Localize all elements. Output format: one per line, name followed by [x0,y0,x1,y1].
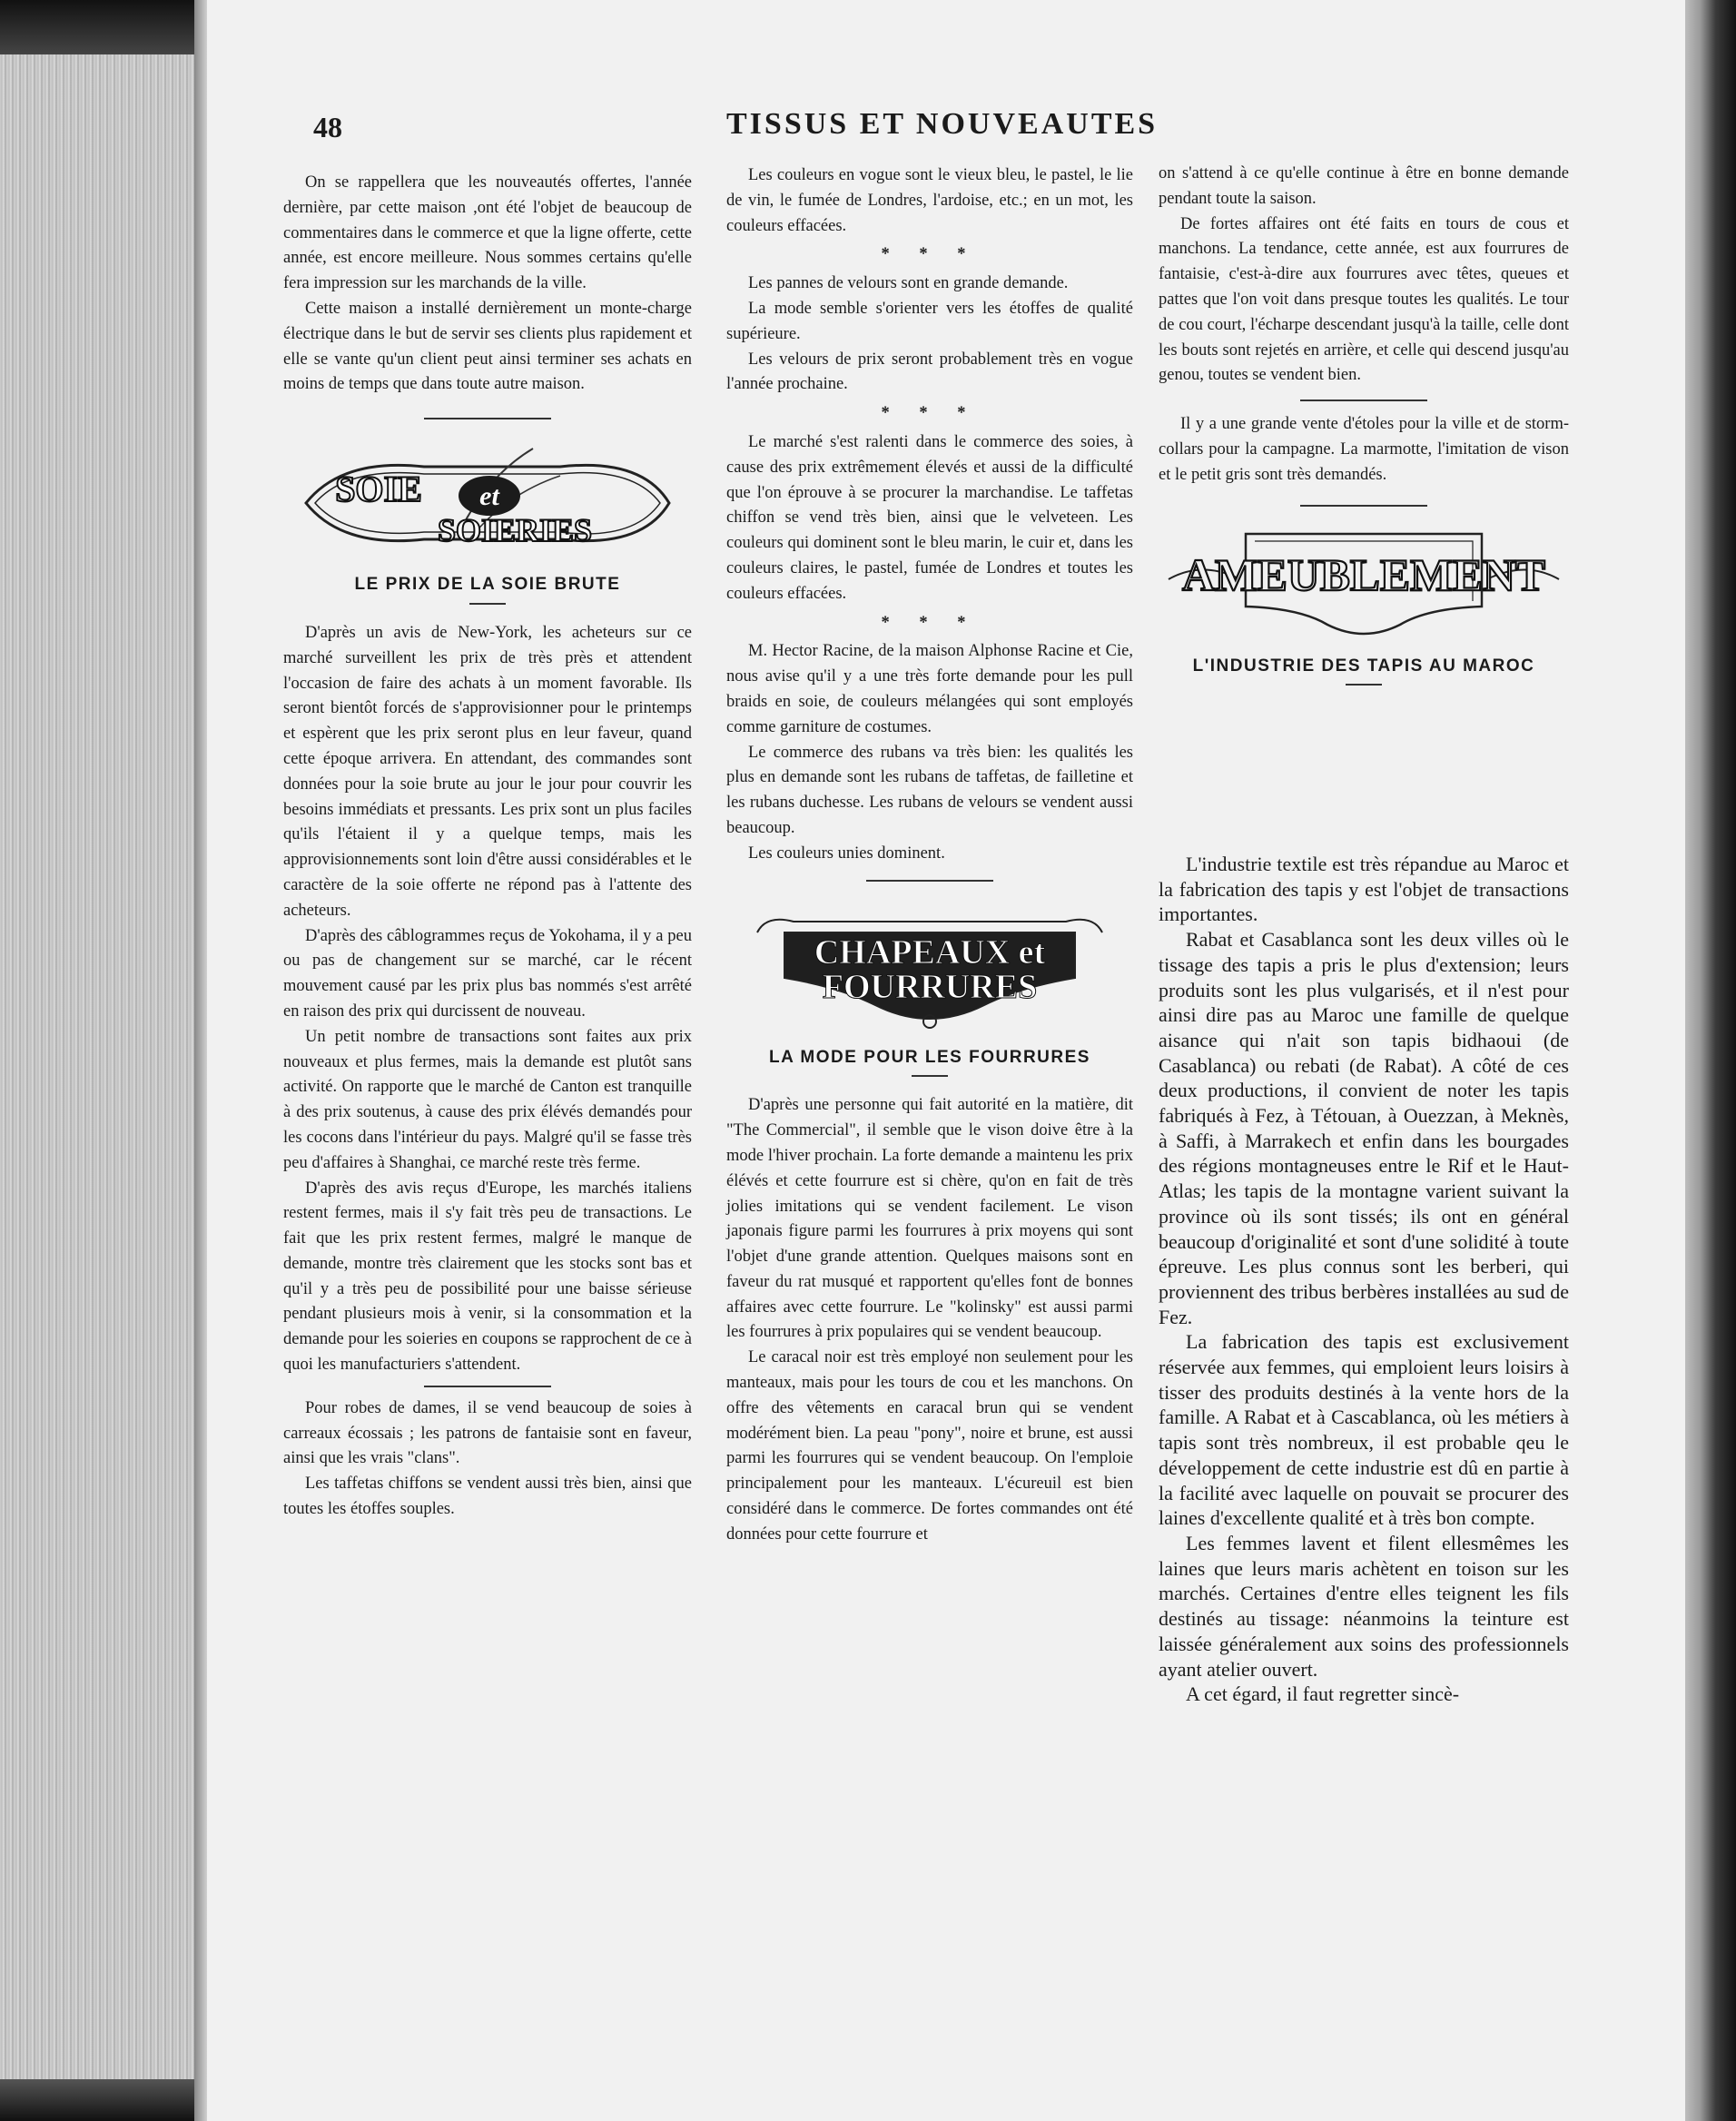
asterism: * * * [881,404,979,423]
section-heading: LE PRIX DE LA SOIE BRUTE [354,575,621,595]
col1-paragraph: D'après un avis de New-York, les acheteurs sur ce marché surveillent les prix de très près et attendent l'occasion de faire des achats à un moment favorable. Ils seront bientôt forcés de s'approvisionner pour le printemps et espèrent que les prix seront plus en leur faveur, quand cette époque arrivera. En attendant, des commandes sont données pour la soie brute au jour le jour pour couvrir les besoins immédiats et pressants. Les prix sont un plus faciles qu'ils l'étaient il y a quelque temps, mais les approvisionnements sont loin d'être aussi considérables et le caractère de la soie offerte ne répond pas à l'attente des acheteurs. [283,623,692,920]
heading-rule [1346,684,1382,686]
col1-closing-paragraph: Les taffetas chiffons se vendent aussi très bien, ainsi que toutes les étoffes souples. [283,1475,692,1519]
col3-article-paragraph: A cet égard, il faut regretter sincè- [1186,1682,1460,1706]
col1-paragraph: D'après des câblogrammes reçus de Yokohama, il y a peu ou pas de changement sur se marché, car le récent mouvement causé par les prix plus bas nommés s'est arrêté en raison des prix qui durcissent de nouveau. [283,926,692,1021]
book-edge-shadow-top [0,0,207,54]
running-title: TISSUS ET NOUVEAUTES [726,107,1159,141]
section-rule [866,880,993,882]
ameublement-banner [1164,525,1563,643]
banner-word-et: et [479,481,499,512]
col3-paragraph: De fortes affaires ont été faits en tours de cous et manchons. La tendance, cette année, est aux fourrures de fantaisie, c'est-à-dire aux fourrures avec têtes, queues et pattes que l'on voit dans presque toutes les qualités. Le tour de cou court, l'écharpe descendant jusqu'à la taille, celle dont les bouts sont rejetés en arrière, et celle qui descend jusqu'au genou, toutes se vendent bien. [1159,214,1569,385]
col3-paragraph: Il y a une grande vente d'étoles pour la ville et de storm-collars pour la campagne. La marmotte, l'imitation de vison et le petit gris sont très demandés. [1159,415,1569,484]
section-rule [1300,505,1427,507]
asterism: * * * [881,245,979,264]
col1-intro-paragraph: Cette maison a installé dernièrement un monte-charge électrique dans le but de servir ses clients plus rapidement et elle se vante qu'un client peut ainsi terminer ses achats en moins de temps que dans toute autre maison. [283,299,692,394]
col3-paragraph: on s'attend à ce qu'elle continue à être en bonne demande pendant toute la saison. [1159,164,1569,208]
col2-paragraph: Le caracal noir est très employé non seulement pour les manteaux, mais pour les tours de cou et les manchons. On offre des vêtements en caracal brun qui se vendent modérément bien. La peau "pony", noire et brune, est aussi parmi les fourrures qui se vendent beaucoup. On l'emploie principalement pour les manteaux. L'écureuil est bien considéré dans le commerce. De fortes commandes ont été données pour cette fourrure et [726,1348,1133,1544]
section-rule [1300,400,1427,401]
column-1 [283,171,692,1523]
col1-intro-paragraph: On se rappellera que les nouveautés offertes, l'année dernière, par cette maison ,ont été l'objet de beaucoup de commentaires dans le commerce et que la ligne offerte, cette année, est encore meilleure. Nous sommes certains qu'elle fera impression sur les marchands de la ville. [283,173,692,293]
section-rule [424,1386,551,1387]
col1-paragraph: Un petit nombre de transactions sont faites aux prix nouveaux et plus fermes, mais la demande est plutôt sans activité. On rapporte que le marché de Canton est tranquille à des prix soutenus, à cause des prix élévés demandés pour les cocons dans l'intérieur du pays. Malgré qu'il se fasse très peu d'affaires à Shanghai, ce marché reste très ferme. [283,1027,692,1172]
col2-paragraph: Le marché s'est ralenti dans le commerce des soies, à cause des prix extrêmement élevés et aussi de la difficulté que l'on éprouve à se procurer la marchandise. Le taffetas chiffon se vend très bien, ainsi que le velveteen. Les couleurs qui dominent sont le bleu marin, le cuir et, dans les couleurs claires, le pastel, fumée de Londres et toutes les couleurs effacées. [726,432,1133,603]
heading-rule [912,1075,948,1077]
banner-word-chapeaux: CHAPEAUX et [814,932,1046,972]
col1-closing-paragraph: Pour robes de dames, il se vend beaucoup de soies à carreaux écossais ; les patrons de fantaisie sont en faveur, ainsi que les vrais "clans". [283,1398,692,1468]
book-page-edges [0,0,207,2121]
soie-et-soieries-banner [288,439,687,567]
col2-paragraph: M. Hector Racine, de la maison Alphonse Racine et Cie, nous avise qu'il y a une très forte demande pour les pull braids en soie, de couleurs mélangées qui sont employés comme garniture de costumes. [726,642,1133,736]
col2-paragraph: Les pannes de velours sont en grande demande. [748,274,1069,293]
banner-word-soieries: SOIERIES [437,512,593,549]
section-heading: LA MODE POUR LES FOURRURES [769,1047,1090,1067]
col3-article-paragraph: La fabrication des tapis est exclusivement réservée aux femmes, qui emploient leurs loisirs à tisser des produits destinés à la vente hors de la famille. A Rabat et à Cascablanca, où les métiers à tapis sont très nombreux, il est probable qeu le développement de cette industrie est dû en partie à la facilité avec laquelle on pouvait se procurer des laines d'excellente qualité et à très bon compte. [1159,1330,1569,1530]
banner-word-ameublement: AMEUBLEMENT [1182,548,1545,600]
scan-border-right [1685,0,1736,2121]
col2-paragraph: La mode semble s'orienter vers les étoffes de qualité supérieure. [726,299,1133,343]
asterism: * * * [881,613,979,632]
heading-rule [469,603,506,605]
col2-paragraph: Le commerce des rubans va très bien: les qualités les plus en demande sont les rubans de taffetas, de failletine et les rubans duchesse. Les rubans de velours se vendent aussi beaucoup. [726,743,1133,837]
col2-paragraph: Les velours de prix seront probablement très en vogue l'année prochaine. [726,350,1133,394]
col2-paragraph: Les couleurs unies dominent. [748,843,945,863]
column-3-article [1159,852,1569,1707]
banner-word-fourrures: FOURRURES [822,967,1038,1006]
section-heading: L'INDUSTRIE DES TAPIS AU MAROC [1192,656,1535,676]
book-edge-shadow-bottom [0,2079,207,2121]
banner-word-soie: SOIE [335,469,422,510]
column-2 [726,163,1133,1548]
book-gutter [194,0,207,2121]
page-number: 48 [313,111,342,143]
col2-paragraph: D'après une personne qui fait autorité en la matière, dit "The Commercial", il semble que le vison doive être à la mode l'hiver prochain. La forte demande a maintenu les prix élévés et cette fourrure est si chère, qu'on en fait de très jolies imitations qui se vendent facilement. Le vison japonais figure parmi les fourrures à prix moyens qui sont l'objet d'une grande attention. Quelques maisons sont en faveur du rat musqué et rapportent qu'elles font de bonnes affaires avec cette fourrure. Le "kolinsky" est aussi parmi les fourrures à prix populaires qui se vendent beaucoup. [726,1096,1133,1342]
col1-paragraph: D'après des avis reçus d'Europe, les marchés italiens restent fermes, mais il s'y fait très peu de transactions. Le fait que les prix restent fermes, malgré le manque de demande, montre très clairement que les stocks sont bas et qu'il y a très peu de possibilité pour une baisse sérieuse pendant plusieurs mois à venir, si la consommation et la demande pour les soieries en coupons se rapprochent de ce à quoi les manufacturiers s'attendent. [283,1179,692,1375]
col3-article-paragraph: L'industrie textile est très répandue au Maroc et la fabrication des tapis y est l'objet de transactions importantes. [1159,853,1569,926]
col2-paragraph: Les couleurs en vogue sont le vieux bleu, le pastel, le lie de vin, le fumée de Londres, l'ardoise, etc.; en un mot, les couleurs effacées. [726,166,1133,235]
section-rule [424,418,551,419]
column-3 [1159,162,1569,702]
chapeaux-et-fourrures-banner [748,896,1111,1032]
col3-article-paragraph: Les femmes lavent et filent ellesmêmes les laines que leurs maris achètent en toison sur les marchés. Certaines d'entre elles teignent les fils destinés au tissage: néanmoins la teinture est laissée généralement aux soins des professionnels ayant atelier ouvert. [1159,1531,1569,1681]
col3-article-paragraph: Rabat et Casablanca sont les deux villes où le tissage des tapis a pris le plus d'extension; leurs produits sont les plus vulgarisés, et il n'est pour ainsi dire pas au Maroc une famille de quelque aisance qui n'ait son tapis bidhaoui (de Casablanca) ou rebati (de Rabat). A côté de ces deux productions, il convient de noter les tapis fabriqués à Fez, à Tétouan, à Ouezzan, à Meknès, à Saffi, à Marrakech et enfin dans les bourgades des régions montagneuses entre le Rif et le Haut-Atlas; les tapis de la montagne varient suivant la province où ils sont tissés; ils ont en général beaucoup d'originalité et sont d'une solidité à toute épreuve. Les plus connus sont les berberi, qui proviennent des tribus berbères installées au sud de Fez. [1159,928,1569,1328]
